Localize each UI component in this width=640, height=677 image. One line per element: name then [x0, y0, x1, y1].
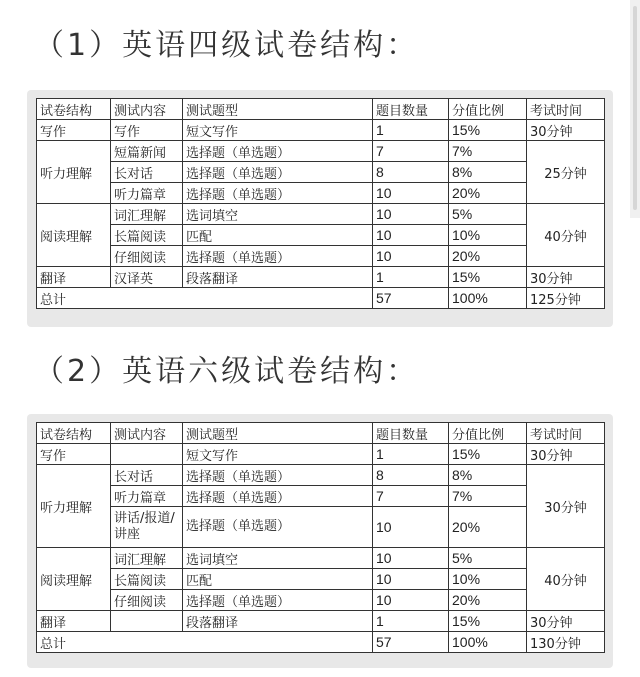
table-header-row	[37, 423, 605, 444]
table-row	[37, 141, 605, 162]
table-cell: 7%	[449, 141, 527, 162]
table-cell: 20%	[449, 183, 527, 204]
table-cell: 选择题（单选题）	[183, 465, 373, 486]
table-cell: 15%	[449, 267, 527, 288]
table-cell: 匹配	[183, 569, 373, 590]
table-cell: 长篇阅读	[111, 569, 183, 590]
total-label: 总计	[37, 632, 373, 653]
table-cell: 15%	[449, 611, 527, 632]
table-cell: 汉译英	[111, 267, 183, 288]
table-cell: 30分钟	[527, 267, 605, 288]
total-time: 130分钟	[527, 632, 605, 653]
table-cell: 选词填空	[183, 204, 373, 225]
table-cell: 写作	[37, 444, 111, 465]
table-cell: 段落翻译	[183, 267, 373, 288]
table-row	[37, 225, 605, 246]
total-count: 57	[373, 632, 449, 653]
table-row	[37, 486, 605, 507]
header-cell: 考试时间	[527, 423, 605, 444]
table-cell: 10	[373, 507, 449, 548]
cet4-structure-table	[36, 98, 605, 309]
table-cell: 翻译	[37, 611, 111, 632]
table-cell: 10	[373, 569, 449, 590]
table-cell: 选择题（单选题）	[183, 162, 373, 183]
table-cell: 听力篇章	[111, 486, 183, 507]
header-cell: 分值比例	[449, 99, 527, 120]
table-row	[37, 267, 605, 288]
header-cell: 题目数量	[373, 423, 449, 444]
table-cell: 5%	[449, 548, 527, 569]
table-row	[37, 611, 605, 632]
table-cell: 短文写作	[183, 444, 373, 465]
table-cell: 长对话	[111, 162, 183, 183]
section-2-title: （2）英语六级试卷结构：	[34, 354, 420, 389]
table-cell: 20%	[449, 590, 527, 611]
table-cell: 选词填空	[183, 548, 373, 569]
table-cell: 选择题（单选题）	[183, 246, 373, 267]
header-cell: 测试内容	[111, 423, 183, 444]
table-row	[37, 120, 605, 141]
table-cell: 1	[373, 611, 449, 632]
table-cell: 短文写作	[183, 120, 373, 141]
table-cell: 5%	[449, 204, 527, 225]
table-cell: 8%	[449, 162, 527, 183]
table-cell	[111, 444, 183, 465]
table-cell: 8	[373, 162, 449, 183]
table-cell: 10	[373, 246, 449, 267]
table-cell: 8%	[449, 465, 527, 486]
table-cell: 7	[373, 141, 449, 162]
cet6-structure-table	[36, 422, 605, 653]
table-header-row	[37, 99, 605, 120]
table-cell: 词汇理解	[111, 548, 183, 569]
table-cell: 选择题（单选题）	[183, 486, 373, 507]
time-cell: 30分钟	[527, 465, 605, 548]
table-cell: 10	[373, 548, 449, 569]
header-cell: 试卷结构	[37, 423, 111, 444]
header-cell: 试卷结构	[37, 99, 111, 120]
cet6-table-card	[27, 414, 613, 668]
table-cell: 写作	[111, 120, 183, 141]
header-cell: 考试时间	[527, 99, 605, 120]
total-ratio: 100%	[449, 632, 527, 653]
table-cell: 20%	[449, 246, 527, 267]
time-cell: 40分钟	[527, 204, 605, 267]
table-cell: 10%	[449, 225, 527, 246]
table-cell: 1	[373, 120, 449, 141]
table-cell: 20%	[449, 507, 527, 548]
table-row	[37, 548, 605, 569]
table-cell: 匹配	[183, 225, 373, 246]
table-cell: 长对话	[111, 465, 183, 486]
table-cell: 7%	[449, 486, 527, 507]
time-cell: 40分钟	[527, 548, 605, 611]
table-cell: 选择题（单选题）	[183, 590, 373, 611]
table-cell	[111, 611, 183, 632]
table-cell: 10	[373, 183, 449, 204]
time-cell: 25分钟	[527, 141, 605, 204]
header-cell: 分值比例	[449, 423, 527, 444]
table-cell: 1	[373, 267, 449, 288]
table-cell: 30分钟	[527, 444, 605, 465]
total-count: 57	[373, 288, 449, 309]
header-cell: 测试题型	[183, 423, 373, 444]
table-row	[37, 507, 605, 548]
table-cell: 仔细阅读	[111, 590, 183, 611]
table-cell: 选择题（单选题）	[183, 507, 373, 548]
section-cell: 听力理解	[37, 465, 111, 548]
table-row	[37, 246, 605, 267]
section-1-title: （1）英语四级试卷结构：	[34, 28, 420, 63]
table-row	[37, 183, 605, 204]
table-row	[37, 162, 605, 183]
total-time: 125分钟	[527, 288, 605, 309]
section-cell: 阅读理解	[37, 548, 111, 611]
table-cell: 10	[373, 225, 449, 246]
table-cell: 30分钟	[527, 611, 605, 632]
total-row	[37, 288, 605, 309]
table-row	[37, 465, 605, 486]
section-cell: 听力理解	[37, 141, 111, 204]
table-cell: 词汇理解	[111, 204, 183, 225]
table-cell: 7	[373, 486, 449, 507]
table-cell: 15%	[449, 120, 527, 141]
page-scrollbar[interactable]	[630, 0, 640, 218]
header-cell: 题目数量	[373, 99, 449, 120]
table-row	[37, 444, 605, 465]
table-cell: 讲话/报道/讲座	[111, 507, 183, 548]
table-cell: 10	[373, 590, 449, 611]
table-row	[37, 569, 605, 590]
table-cell: 短篇新闻	[111, 141, 183, 162]
table-cell: 仔细阅读	[111, 246, 183, 267]
table-cell: 15%	[449, 444, 527, 465]
table-row	[37, 204, 605, 225]
total-ratio: 100%	[449, 288, 527, 309]
table-cell: 30分钟	[527, 120, 605, 141]
header-cell: 测试内容	[111, 99, 183, 120]
total-row	[37, 632, 605, 653]
table-cell: 选择题（单选题）	[183, 141, 373, 162]
total-label: 总计	[37, 288, 373, 309]
table-cell: 翻译	[37, 267, 111, 288]
table-cell: 选择题（单选题）	[183, 183, 373, 204]
header-cell: 测试题型	[183, 99, 373, 120]
table-cell: 段落翻译	[183, 611, 373, 632]
table-cell: 10	[373, 204, 449, 225]
table-cell: 长篇阅读	[111, 225, 183, 246]
table-cell: 1	[373, 444, 449, 465]
table-cell: 写作	[37, 120, 111, 141]
table-cell: 10%	[449, 569, 527, 590]
table-cell: 听力篇章	[111, 183, 183, 204]
table-cell: 8	[373, 465, 449, 486]
scrollbar-thumb[interactable]	[633, 6, 637, 210]
table-row	[37, 590, 605, 611]
section-cell: 阅读理解	[37, 204, 111, 267]
cet4-table-card	[27, 90, 613, 327]
